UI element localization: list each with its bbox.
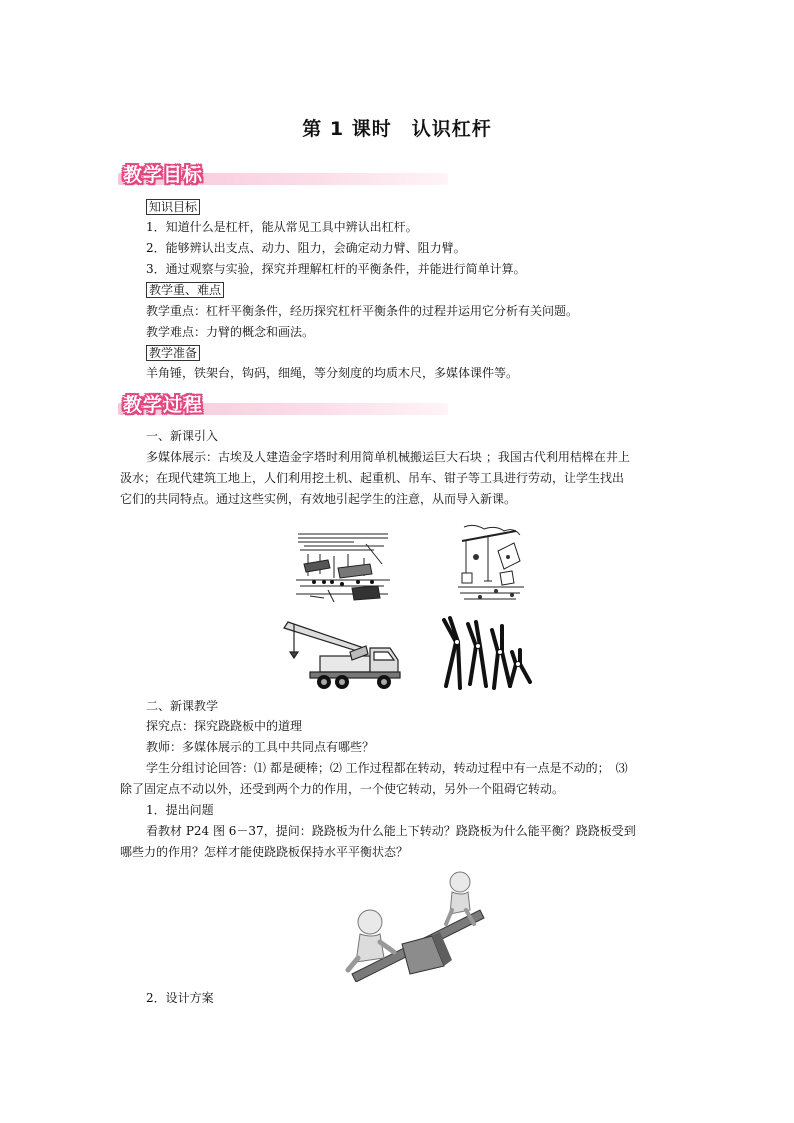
prep-label: 教学准备 — [146, 345, 200, 361]
step-1-heading: 1．提出问题 — [146, 803, 214, 817]
teach-heading: 二、新课教学 — [146, 699, 219, 713]
goal-item-3: 3．通过观察与实验，探究并理解杠杆的平衡条件，并能进行简单计算。 — [146, 262, 526, 276]
key-difficult-label: 教学重、难点 — [146, 282, 224, 298]
pliers-image — [436, 612, 536, 692]
banner-label: 教学目标 — [123, 164, 204, 186]
crane-truck-image — [280, 618, 404, 692]
banner-label: 教学过程 — [123, 394, 204, 416]
section-banner-process — [118, 390, 448, 420]
prep-text: 羊角锤，铁架台，钩码，细绳，等分刻度的均质木尺，多媒体课件等。 — [146, 366, 519, 380]
step-1-line-2: 哪些力的作用？怎样才能使跷跷板保持水平平衡状态？ — [120, 845, 409, 859]
explore-point: 探究点：探究跷跷板中的道理 — [146, 719, 303, 733]
intro-line-1: 多媒体展示：古埃及人建造金字塔时利用简单机械搬运巨大石块 ；我国古代利用桔槔在井上 — [146, 450, 630, 464]
seesaw-image — [340, 866, 490, 982]
student-answer-1: 学生分组讨论回答：⑴ 都是硬棒；⑵ 工作过程都在转动，转动过程中有一点是不动的； ⑶ — [146, 761, 628, 775]
pyramid-construction-image — [294, 524, 392, 606]
step-2-heading: 2．设计方案 — [146, 991, 214, 1005]
well-sweep-image — [454, 521, 526, 605]
section-banner-goals — [118, 160, 448, 190]
knowledge-goal-label: 知识目标 — [146, 199, 200, 215]
goal-item-1: 1．知道什么是杠杆，能从常见工具中辨认出杠杆。 — [146, 220, 418, 234]
goal-item-2: 2．能够辨认出支点、动力、阻力，会确定动力臂、阻力臂。 — [146, 241, 466, 255]
intro-heading: 一、新课引入 — [146, 429, 219, 443]
intro-line-2: 汲水；在现代建筑工地上，人们利用挖土机、起重机、吊车、钳子等工具进行劳动，让学生找出 — [120, 471, 625, 485]
step-1-line-1: 看教材 P24 图 6－37，提问：跷跷板为什么能上下转动？跷跷板为什么能平衡？跷跷板受到 — [146, 824, 636, 838]
intro-line-3: 它们的共同特点。通过这些实例，有效地引起学生的注意，从而导入新课。 — [120, 492, 517, 506]
student-answer-2: 除了固定点不动以外，还受到两个力的作用，一个使它转动，另外一个阻碍它转动。 — [120, 782, 565, 796]
difficult-point: 教学难点：力臂的概念和画法。 — [146, 325, 315, 339]
key-point: 教学重点：杠杆平衡条件，经历探究杠杆平衡条件的过程并运用它分析有关问题。 — [146, 304, 579, 318]
page-title: 第 1 课时 认识杠杆 — [302, 118, 492, 140]
teacher-question: 教师：多媒体展示的工具中共同点有哪些？ — [146, 740, 375, 754]
